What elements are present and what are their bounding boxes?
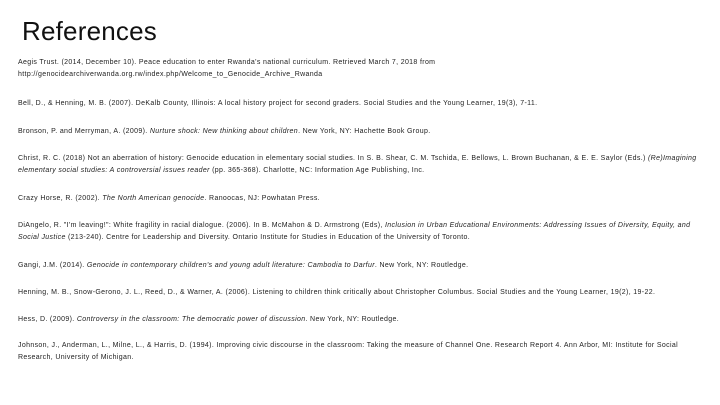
- reference-title: Genocide in contemporary children's and young adult literature: Cambodia to Darfur: [86, 262, 375, 269]
- reference-entry: [18, 57, 702, 81]
- reference-text: DiAngelo, R. "I'm leaving!": White fragility in racial dialogue. (2006). In B. McMahon & D. Armstrong (Eds),: [18, 222, 385, 229]
- reference-text: Christ, R. C. (2018) Not an aberration of history: Genocide education in elementary social studies. In S. B. Shear, C. M. Tschida, E. Bellows, L. Brown Buchanan, & E. E. Saylor (Eds.): [18, 155, 648, 162]
- reference-text: Johnson, J., Anderman, L., Milne, L., & Harris, D. (1994). Improving civic discourse in the classroom: Taking the measure of Channel One. Research Report 4. Ann Arbor, MI: Institute for Social Research, University of Michigan.: [18, 342, 679, 361]
- reference-text: . New York, NY: Routledge.: [374, 262, 469, 269]
- reference-text: (pp. 365-368). Charlotte, NC: Information Age Publishing, Inc.: [209, 167, 425, 174]
- reference-text: . Ranoocas, NJ: Powhatan Press.: [204, 195, 320, 202]
- reference-text: . New York, NY: Routledge.: [305, 316, 400, 323]
- reference-text: Henning, M. B., Snow-Gerono, J. L., Reed, D., & Warner, A. (2006). Listening to children think critically about Christopher Columbus. Social Studies and the Young Learner, 19(2), 19-22.: [18, 289, 656, 296]
- reference-entry: [18, 220, 702, 244]
- reference-entry: [18, 98, 702, 110]
- reference-text: Crazy Horse, R. (2002).: [18, 195, 103, 202]
- reference-entry: [18, 340, 702, 364]
- reference-entry: [18, 126, 702, 138]
- reference-entry: [18, 193, 702, 205]
- reference-title: Inclusion in Urban Educational Environments: Addressing Issues of Diversity, Equity, and Social Justice: [18, 222, 691, 241]
- reference-text: Bronson, P. and Merryman, A. (2009).: [18, 128, 150, 135]
- reference-text: Gangi, J.M. (2014).: [18, 262, 87, 269]
- reference-entry: [18, 287, 702, 299]
- reference-text: Aegis Trust. (2014, December 10). Peace education to enter Rwanda's national curriculum. Retrieved March 7, 2018 from http://genocidearchiverwanda.org.rw/index.php/Welcome_to_Genocide_Archive_Rwanda: [18, 59, 436, 78]
- slide-title: References: [22, 16, 157, 46]
- reference-entry: [18, 153, 702, 177]
- reference-title: Controversy in the classroom: The democratic power of discussion: [76, 316, 306, 323]
- reference-text: Hess, D. (2009).: [18, 316, 77, 323]
- reference-text: Bell, D., & Henning, M. B. (2007). DeKalb County, Illinois: A local history project for second graders. Social Studies and the Young Learner, 19(3), 7-11.: [18, 100, 538, 107]
- reference-text: (213-240). Centre for Leadership and Diversity. Ontario Institute for Studies in Education of the University of Toronto.: [65, 234, 471, 241]
- reference-title: Nurture shock: New thinking about children: [149, 128, 299, 135]
- reference-entry: [18, 314, 702, 326]
- reference-title: The North American genocide: [102, 195, 205, 202]
- reference-title: (Re)Imagining elementary social studies: A controversial issues reader: [18, 155, 697, 174]
- reference-entry: [18, 260, 702, 272]
- reference-text: . New York, NY: Hachette Book Group.: [298, 128, 431, 135]
